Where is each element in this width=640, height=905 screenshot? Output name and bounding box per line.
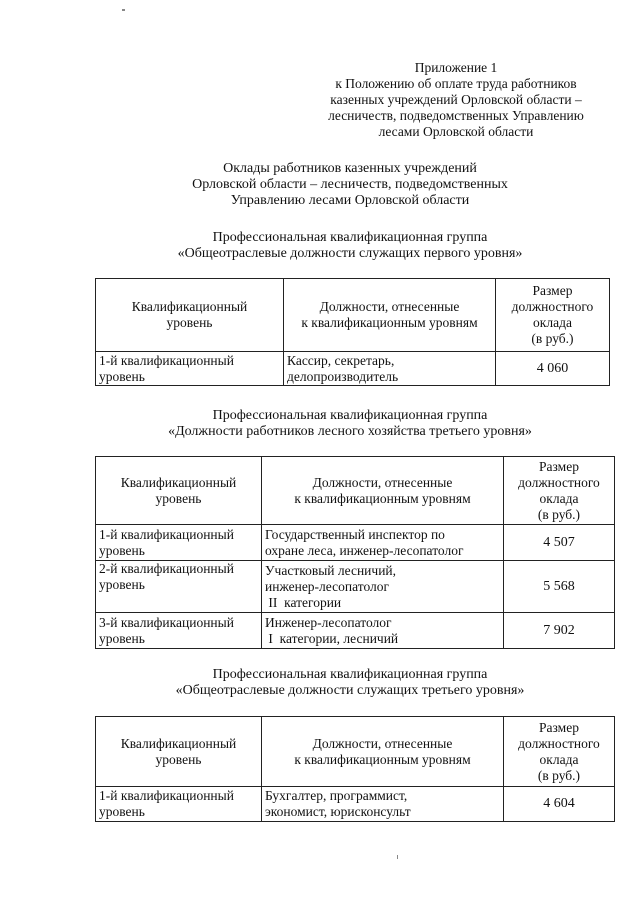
header-text: Квалификационный — [131, 299, 248, 314]
header-level — [96, 279, 284, 352]
header-text: к квалификационным уровням — [301, 315, 478, 330]
table-row — [96, 561, 615, 613]
table-row — [96, 613, 615, 649]
cell-text: уровень — [99, 630, 145, 646]
cell-text: 2-й квалификационный — [99, 561, 234, 576]
title-line: Управлению лесами Орловской области — [230, 193, 470, 208]
header-text: к квалификационным уровням — [294, 490, 471, 506]
salary-table-1 — [95, 278, 610, 386]
document-title — [100, 161, 600, 209]
header-text: оклада — [539, 751, 579, 767]
cell-level — [96, 561, 262, 613]
cell-text: уровень — [99, 542, 145, 558]
cell-text: экономист, юрисконсульт — [265, 804, 411, 819]
cell-text: Участковый лесничий, — [265, 562, 397, 578]
header-text: Квалификационный — [120, 474, 237, 490]
cell-positions — [284, 352, 496, 386]
header-text: Размер — [532, 283, 573, 298]
scan-speck — [397, 855, 398, 859]
cell-salary: 4 060 — [496, 352, 610, 386]
cell-salary: 7 902 — [504, 613, 615, 649]
cell-level — [96, 613, 262, 649]
salary-table-2 — [95, 456, 615, 649]
group-title-1 — [60, 230, 640, 262]
table-row — [96, 525, 615, 561]
cell-text: делопроизводитель — [287, 368, 399, 384]
header-text: к квалификационным уровням — [294, 751, 471, 767]
header-positions — [262, 717, 504, 787]
cell-text: уровень — [99, 577, 145, 592]
appendix-line: к Положению об оплате труда работников — [335, 76, 577, 91]
cell-text: Государственный инспектор по — [265, 526, 445, 542]
cell-salary: 4 604 — [504, 787, 615, 822]
group-title-line: «Общеотраслевые должности служащих третьего уровня» — [175, 683, 525, 698]
header-text: должностного — [511, 299, 594, 314]
cell-text: охране леса, инженер-лесопатолог — [265, 542, 464, 558]
cell-text: 1-й квалификационный — [99, 526, 234, 542]
cell-text: II категории — [265, 594, 342, 610]
cell-text: Бухгалтер, программист, — [265, 788, 408, 803]
header-text: уровень — [166, 315, 213, 330]
header-text: оклада — [533, 315, 572, 330]
header-level — [96, 457, 262, 525]
group-title-line: Профессиональная квалификационная группа — [212, 230, 488, 245]
table-header-row — [96, 457, 615, 525]
header-text: (в руб.) — [537, 767, 581, 783]
header-salary — [504, 717, 615, 787]
header-text: Размер — [539, 719, 579, 735]
cell-positions — [262, 787, 504, 822]
group-title-line: Профессиональная квалификационная группа — [212, 408, 488, 423]
table-header-row — [96, 717, 615, 787]
table-row — [96, 352, 610, 386]
cell-salary: 5 568 — [504, 561, 615, 613]
table-header-row — [96, 279, 610, 352]
scan-speck — [122, 9, 125, 11]
appendix-line: лесничеств, подведомственных Управлению — [328, 108, 584, 123]
header-text: (в руб.) — [537, 506, 581, 522]
header-salary — [504, 457, 615, 525]
cell-text: уровень — [99, 804, 145, 819]
group-title-line: «Общеотраслевые должности служащих первого уровня» — [177, 246, 523, 261]
header-text: Должности, отнесенные — [319, 299, 460, 314]
header-text: (в руб.) — [531, 331, 574, 346]
header-text: уровень — [155, 751, 202, 767]
header-text: должностного — [518, 474, 600, 490]
cell-positions — [262, 561, 504, 613]
group-title-3 — [60, 667, 640, 699]
cell-salary: 4 507 — [504, 525, 615, 561]
cell-text: I категории, лесничий — [265, 630, 399, 646]
cell-text: уровень — [99, 368, 145, 384]
header-positions — [262, 457, 504, 525]
cell-level — [96, 352, 284, 386]
header-level — [96, 717, 262, 787]
cell-text: Инженер-лесопатолог — [265, 614, 392, 630]
group-title-line: Профессиональная квалификационная группа — [212, 667, 488, 682]
cell-text: 3-й квалификационный — [99, 614, 234, 630]
header-text: Должности, отнесенные — [312, 474, 453, 490]
title-line: Орловской области – лесничеств, подведомственных — [192, 177, 508, 192]
header-text: уровень — [155, 490, 202, 506]
cell-level — [96, 525, 262, 561]
cell-text: инженер-лесопатолог — [265, 578, 390, 594]
header-positions — [284, 279, 496, 352]
cell-text: 1-й квалификационный — [99, 788, 234, 803]
header-text: Должности, отнесенные — [312, 735, 453, 751]
header-text: Квалификационный — [120, 735, 237, 751]
group-title-line: «Должности работников лесного хозяйства третьего уровня» — [168, 424, 532, 439]
cell-level — [96, 787, 262, 822]
table-row — [96, 787, 615, 822]
salary-table-3 — [95, 716, 615, 822]
header-text: оклада — [539, 490, 579, 506]
title-line: Оклады работников казенных учреждений — [223, 161, 477, 176]
appendix-line: лесами Орловской области — [378, 124, 534, 139]
cell-text: Кассир, секретарь, — [287, 352, 395, 368]
appendix-header — [296, 60, 616, 140]
header-salary — [496, 279, 610, 352]
cell-text: 1-й квалификационный — [99, 352, 234, 368]
group-title-2 — [60, 408, 640, 440]
cell-positions — [262, 613, 504, 649]
appendix-number: Приложение 1 — [414, 60, 498, 75]
appendix-line: казенных учреждений Орловской области – — [330, 92, 582, 107]
header-text: Размер — [539, 458, 579, 474]
header-text: должностного — [518, 735, 600, 751]
cell-positions — [262, 525, 504, 561]
